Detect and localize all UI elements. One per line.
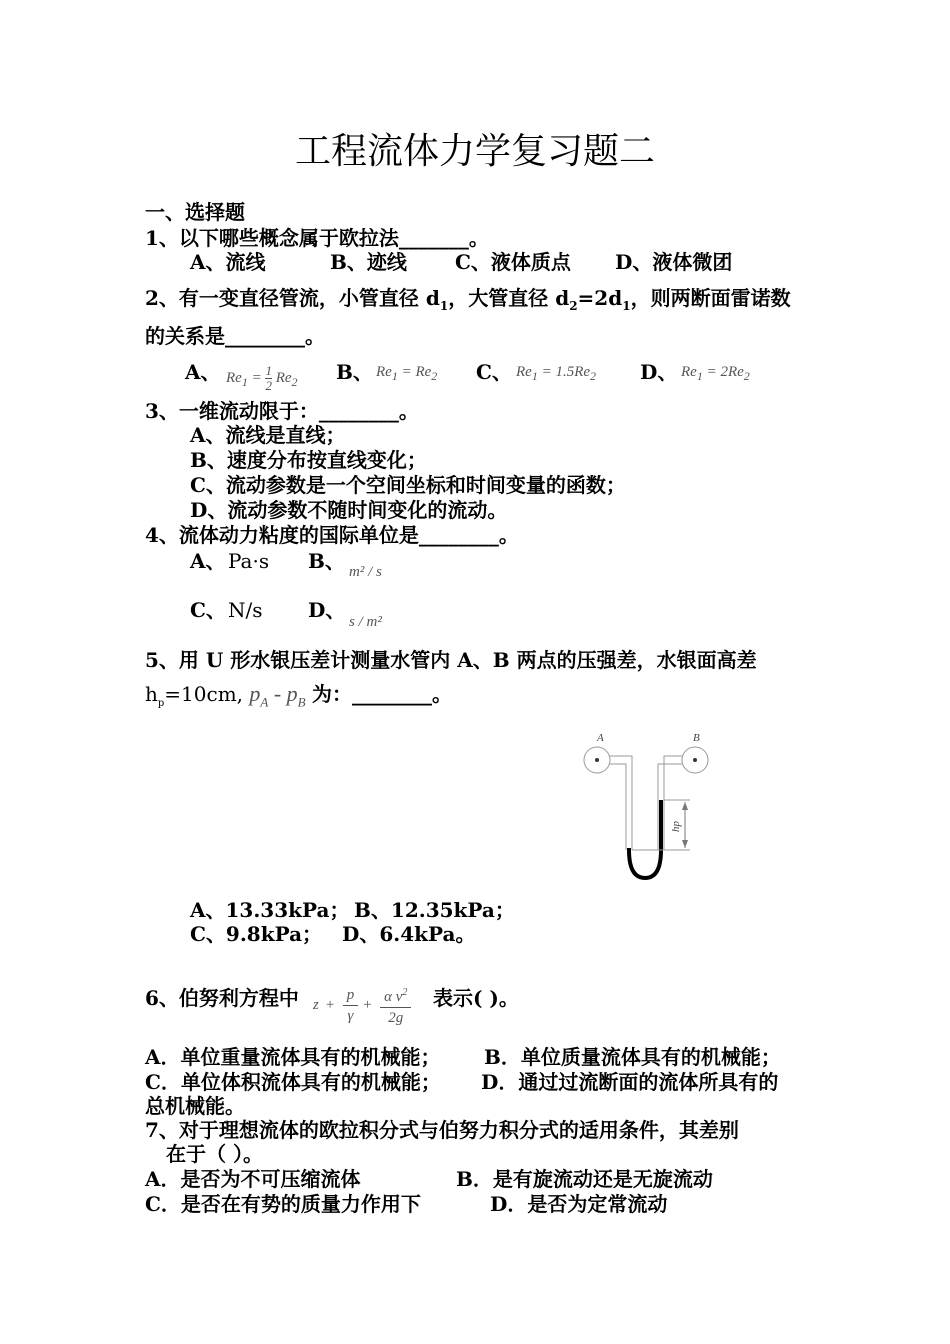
mercury-column: [629, 850, 661, 878]
question-3-stem: 3、一维流动限于：________。: [145, 399, 419, 423]
page-title: 工程流体力学复习题二: [294, 131, 655, 172]
point-b-dot: [693, 758, 697, 762]
figure-label-hp: hp: [670, 821, 682, 832]
q6-option-a: A．单位重量流体具有的机械能；: [145, 1045, 441, 1069]
q4-option-b-value: m² / s: [349, 564, 382, 580]
question-2-stem: 2、有一变直径管流，小管直径 $d_1$，大管直径 $d_2=2d_1$，则两断面雷诺数: [145, 286, 791, 313]
q6-option-c: C．单位体积流体具有的机械能；: [145, 1070, 441, 1094]
q7-option-a: A．是否为不可压缩流体: [145, 1167, 361, 1191]
question-7-stem: 7、对于理想流体的欧拉积分式与伯努力积分式的适用条件，其差别: [145, 1118, 739, 1142]
q4-option-a-label: A、: [190, 549, 226, 573]
u-tube-manometer-figure: [575, 728, 715, 888]
q1-option-b: B、迹线: [330, 250, 407, 274]
q5-option-d: D、6.4kPa。: [342, 922, 476, 946]
q2-option-d-formula: $Re_1 = 2Re_2$: [681, 364, 750, 383]
q5-option-c: C、9.8kPa；: [190, 922, 323, 946]
q3-option-b: B、速度分布按直线变化；: [190, 448, 427, 472]
question-5-stem-line2: $h_p=10cm$, $p_A - p_B$ 为：________。: [145, 681, 452, 710]
q6-option-b: B．单位质量流体具有的机械能；: [484, 1045, 781, 1069]
q3-option-c: C、流动参数是一个空间坐标和时间变量的函数；: [190, 473, 626, 497]
question-1-stem: 1、以下哪些概念属于欧拉法_______。: [145, 226, 489, 250]
question-2-stem-line2: 的关系是________。: [145, 324, 325, 348]
q2-option-c-formula: $Re_1 = 1.5Re_2$: [516, 364, 597, 383]
q7-option-b: B．是有旋流动还是无旋流动: [456, 1167, 713, 1191]
q4-option-d-label: D、: [308, 598, 346, 622]
q6-option-d: D．通过过流断面的流体所具有的: [481, 1070, 779, 1094]
q6-option-d-continued: 总机械能。: [145, 1094, 245, 1118]
q4-option-c-value: N/s: [228, 598, 263, 622]
q2-option-a-label: A、: [185, 360, 221, 384]
section-heading: 一、选择题: [145, 200, 245, 224]
q2-option-b-formula: $Re_1 = Re_2$: [376, 364, 438, 383]
q2-option-d-label: D、: [640, 360, 678, 384]
q1-option-d: D、液体微团: [615, 250, 733, 274]
q3-option-a: A、流线是直线；: [190, 423, 346, 447]
point-a-dot: [595, 758, 599, 762]
q3-option-d: D、流动参数不随时间变化的流动。: [190, 498, 508, 522]
q2-option-c-label: C、: [476, 360, 512, 384]
question-5-stem: 5、用 U 形水银压差计测量水管内 A、B 两点的压强差，水银面高差: [145, 648, 757, 672]
q4-option-b-label: B、: [308, 549, 345, 573]
pressure-difference-formula: $p_A - p_B$: [249, 681, 306, 710]
q1-option-a: A、流线: [190, 250, 266, 274]
q4-option-c-label: C、: [190, 598, 226, 622]
question-6-stem-b: 表示( )。: [433, 986, 519, 1010]
question-7-stem-line2: 在于（ ）。: [166, 1142, 263, 1166]
figure-label-b: B: [693, 732, 700, 744]
question-6-stem-a: 6、伯努利方程中: [145, 986, 299, 1010]
bernoulli-expression: z + $\frac{p}{\gamma}$ + $\frac{\alpha v^2}{2g}$: [313, 983, 411, 1028]
q7-option-d: D．是否为定常流动: [490, 1192, 668, 1216]
q4-option-d-value: s / m²: [349, 614, 382, 630]
q2-option-b-label: B、: [336, 360, 373, 384]
q5-option-b: B、12.35kPa；: [354, 898, 515, 922]
q5-option-a: A、13.33kPa；: [190, 898, 350, 922]
question-4-stem: 4、流体动力粘度的国际单位是________。: [145, 523, 519, 547]
q4-option-a-value: Pa·s: [228, 549, 270, 573]
q2-option-a-formula: $Re_1$ = $\frac{1}{2}$ $Re_2$: [226, 363, 298, 393]
figure-label-a: A: [597, 732, 604, 744]
q1-option-c: C、液体质点: [455, 250, 571, 274]
q7-option-c: C．是否在有势的质量力作用下: [145, 1192, 421, 1216]
